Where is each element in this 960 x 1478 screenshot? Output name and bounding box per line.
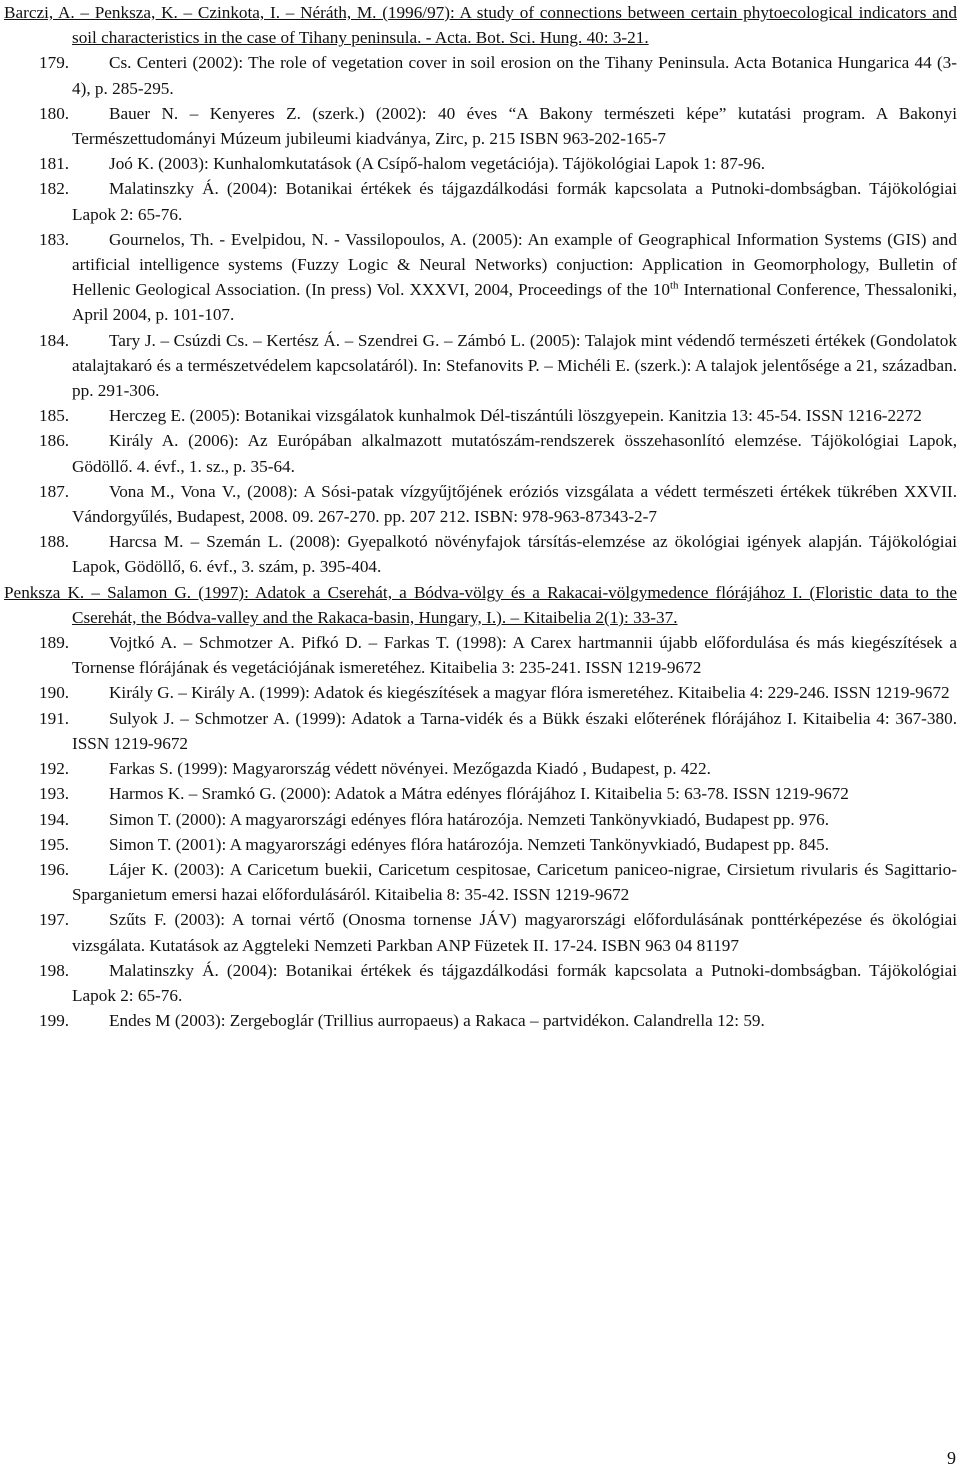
reference-number: 181. bbox=[39, 154, 70, 174]
reference-entry bbox=[4, 50, 957, 100]
reference-entry bbox=[4, 630, 957, 680]
superscript: th bbox=[669, 279, 679, 292]
reference-number: 183. bbox=[39, 229, 70, 249]
reference-text: Herczeg E. (2005): Botanikai vizsgálatok kunhalmok Dél-tiszántúli löszgyepein. Kanitzia 13: 45-54. ISSN 1216-2272 bbox=[109, 406, 922, 426]
reference-text: Tary J. – Csúzdi Cs. – Kertész Á. – Szendrei G. – Zámbó L. (2005): Talajok mint védendő természeti értékek (Gondolatok atalajtakaró és a természetvédelem kapcsolatáról). In: Stefanovits P. – Michéli E. (szerk.): A talajok jelentősége a 21, században. pp. 291-306. bbox=[72, 330, 957, 401]
reference-text: Bauer N. – Kenyeres Z. (szerk.) (2002): 40 éves “A Bakony természeti képe” kutatási program. A Bakonyi Természettudományi Múzeum jubileumi kiadványa, Zirc, p. 215 ISBN 963-202-165-7 bbox=[72, 103, 957, 149]
reference-entry bbox=[4, 479, 957, 529]
reference-text: Vona M., Vona V., (2008): A Sósi-patak vízgyűjtőjének eróziós vizsgálata a védett természeti értékek tükrében XXVII. Vándorgyűlés, Budapest, 2008. 09. 267-270. pp. 207 212. ISBN: 978-963-87343-2-7 bbox=[72, 481, 957, 527]
reference-entry bbox=[4, 101, 957, 151]
reference-text: Harmos K. – Sramkó G. (2000): Adatok a Mátra edényes flórájához I. Kitaibelia 5: 63-78. ISSN 1219-9672 bbox=[109, 784, 849, 804]
reference-text: Simon T. (2001): A magyarországi edényes flóra határozója. Nemzeti Tankönyvkiadó, Budapest pp. 845. bbox=[109, 834, 830, 854]
reference-number: 184. bbox=[39, 330, 70, 350]
reference-text: Malatinszky Á. (2004): Botanikai értékek és tájgazdálkodási formák kapcsolata a Putnoki-dombságban. Tájökológiai Lapok 2: 65-76. bbox=[72, 960, 957, 1005]
reference-number: 179. bbox=[39, 53, 70, 73]
reference-entry bbox=[4, 176, 957, 226]
reference-number: 185. bbox=[39, 406, 70, 426]
reference-number: 190. bbox=[39, 683, 70, 703]
reference-text: Farkas S. (1999): Magyarország védett növényei. Mezőgazda Kiadó , Budapest, p. 422. bbox=[109, 759, 711, 779]
reference-text: Szűts F. (2003): A tornai vértő (Onosma tornense JÁV) magyarországi előfordulásának ponttérképezése és ökológiai vizsgálata. Kutatások az Aggteleki Nemzeti Parkban ANP Füzetek II. 17-24. ISBN 963 04 81197 bbox=[72, 910, 957, 955]
reference-text: Lájer K. (2003): A Caricetum buekii, Caricetum cespitosae, Caricetum paniceo-nigrae, Cirsietum rivularis és Sagittario-Sparganietum emersi hazai előfordulásáról. Kitaibelia 8: 35-42. ISSN 1219-9672 bbox=[72, 859, 957, 905]
reference-text: Endes M (2003): Zergeboglár (Trillius aurropaeus) a Rakaca – partvidékon. Calandrella 12: 59. bbox=[109, 1011, 765, 1031]
reference-entry bbox=[4, 580, 957, 630]
reference-entry bbox=[4, 1008, 957, 1033]
reference-number: 199. bbox=[39, 1011, 70, 1031]
reference-entry bbox=[4, 958, 957, 1008]
reference-number: 197. bbox=[39, 910, 70, 930]
reference-text: Joó K. (2003): Kunhalomkutatások (A Csípő-halom vegetációja). Tájökológiai Lapok 1: 87-96. bbox=[109, 154, 766, 174]
reference-entry bbox=[4, 857, 957, 907]
reference-number: 188. bbox=[39, 532, 70, 552]
reference-text: Cs. Centeri (2002): The role of vegetation cover in soil erosion on the Tihany Peninsula. Acta Botanica Hungarica 44 (3-4), p. 285-295. bbox=[72, 53, 957, 98]
reference-entry bbox=[4, 832, 957, 857]
reference-text-continued: International Conference, Thessaloniki, April 2004, p. 101-107. bbox=[72, 280, 957, 325]
reference-entry bbox=[4, 151, 957, 176]
reference-number: 196. bbox=[39, 859, 70, 879]
reference-number: 192. bbox=[39, 759, 70, 779]
reference-text: Harcsa M. – Szemán L. (2008): Gyepalkotó növényfajok társítás-elemzése az ökológiai igények alapján. Tájökológiai Lapok, Gödöllő, 6. évf., 3. szám, p. 395-404. bbox=[72, 532, 957, 577]
reference-entry bbox=[4, 0, 957, 50]
reference-text: Penksza K. – Salamon G. (1997): Adatok a Cserehát, a Bódva-völgy és a Rakacai-völgymedence flórájához I. (Floristic data to the Cserehát, the Bódva-valley and the Rakaca-basin, Hungary, I.). – Kitaibelia 2(1): 33-37. bbox=[4, 582, 957, 627]
reference-number: 194. bbox=[39, 809, 70, 829]
reference-number: 195. bbox=[39, 834, 70, 854]
reference-entry bbox=[4, 907, 957, 957]
reference-number: 186. bbox=[39, 431, 70, 451]
reference-number: 182. bbox=[39, 179, 70, 199]
reference-text: Sulyok J. – Schmotzer A. (1999): Adatok a Tarna-vidék és a Bükk északi előterének flórájához I. Kitaibelia 4: 367-380. ISSN 1219-9672 bbox=[72, 708, 957, 753]
reference-number: 189. bbox=[39, 633, 70, 653]
reference-entry bbox=[4, 706, 957, 756]
reference-entry bbox=[4, 529, 957, 579]
reference-text: Barczi, A. – Penksza, K. – Czinkota, I. – Néráth, M. (1996/97): A study of connections between certain phytoecological indicators and soil characteristics in the case of Tihany peninsula. - Acta. Bot. Sci. Hung. 40: 3-21. bbox=[4, 3, 957, 48]
reference-number: 180. bbox=[39, 103, 70, 123]
reference-entry bbox=[4, 781, 957, 806]
reference-text: Király G. – Király A. (1999): Adatok és kiegészítések a magyar flóra ismeretéhez. Kitaibelia 4: 229-246. ISSN 1219-9672 bbox=[109, 683, 950, 703]
reference-number: 191. bbox=[39, 708, 70, 728]
reference-number: 198. bbox=[39, 960, 70, 980]
reference-text: Vojtkó A. – Schmotzer A. Pifkó D. – Farkas T. (1998): A Carex hartmannii újabb előfordulása és más kiegészítések a Tornense flórájának és vegetációjának ismeretéhez. Kitaibelia 3: 235-241. ISSN 1219-9672 bbox=[72, 633, 957, 678]
page-number: 9 bbox=[947, 1448, 956, 1468]
reference-entry bbox=[4, 680, 957, 705]
reference-number: 187. bbox=[39, 481, 70, 501]
reference-entry bbox=[4, 227, 957, 328]
reference-text: Malatinszky Á. (2004): Botanikai értékek és tájgazdálkodási formák kapcsolata a Putnoki-dombságban. Tájökológiai Lapok 2: 65-76. bbox=[72, 179, 957, 224]
reference-entry bbox=[4, 807, 957, 832]
reference-entry bbox=[4, 328, 957, 404]
reference-text: Simon T. (2000): A magyarországi edényes flóra határozója. Nemzeti Tankönyvkiadó, Budapest pp. 976. bbox=[109, 809, 830, 829]
reference-list bbox=[4, 0, 957, 1033]
reference-entry bbox=[4, 428, 957, 478]
reference-text: Király A. (2006): Az Európában alkalmazott mutatószám-rendszerek összehasonlító elemzése. Tájökológiai Lapok, Gödöllő. 4. évf., 1. sz., p. 35-64. bbox=[72, 431, 957, 476]
reference-entry bbox=[4, 756, 957, 781]
reference-number: 193. bbox=[39, 784, 70, 804]
reference-text: Gournelos, Th. - Evelpidou, N. - Vassilopoulos, A. (2005): An example of Geographical Information Systems (GIS) and artificial intelligence systems (Fuzzy Logic & Neural Networks) conjuction: Application in Geomorphology, Bulletin of Hellenic Geological Association. (In press) Vol. XXXVI, 2004, Proceedings of the 10 bbox=[72, 229, 957, 300]
reference-entry bbox=[4, 403, 957, 428]
